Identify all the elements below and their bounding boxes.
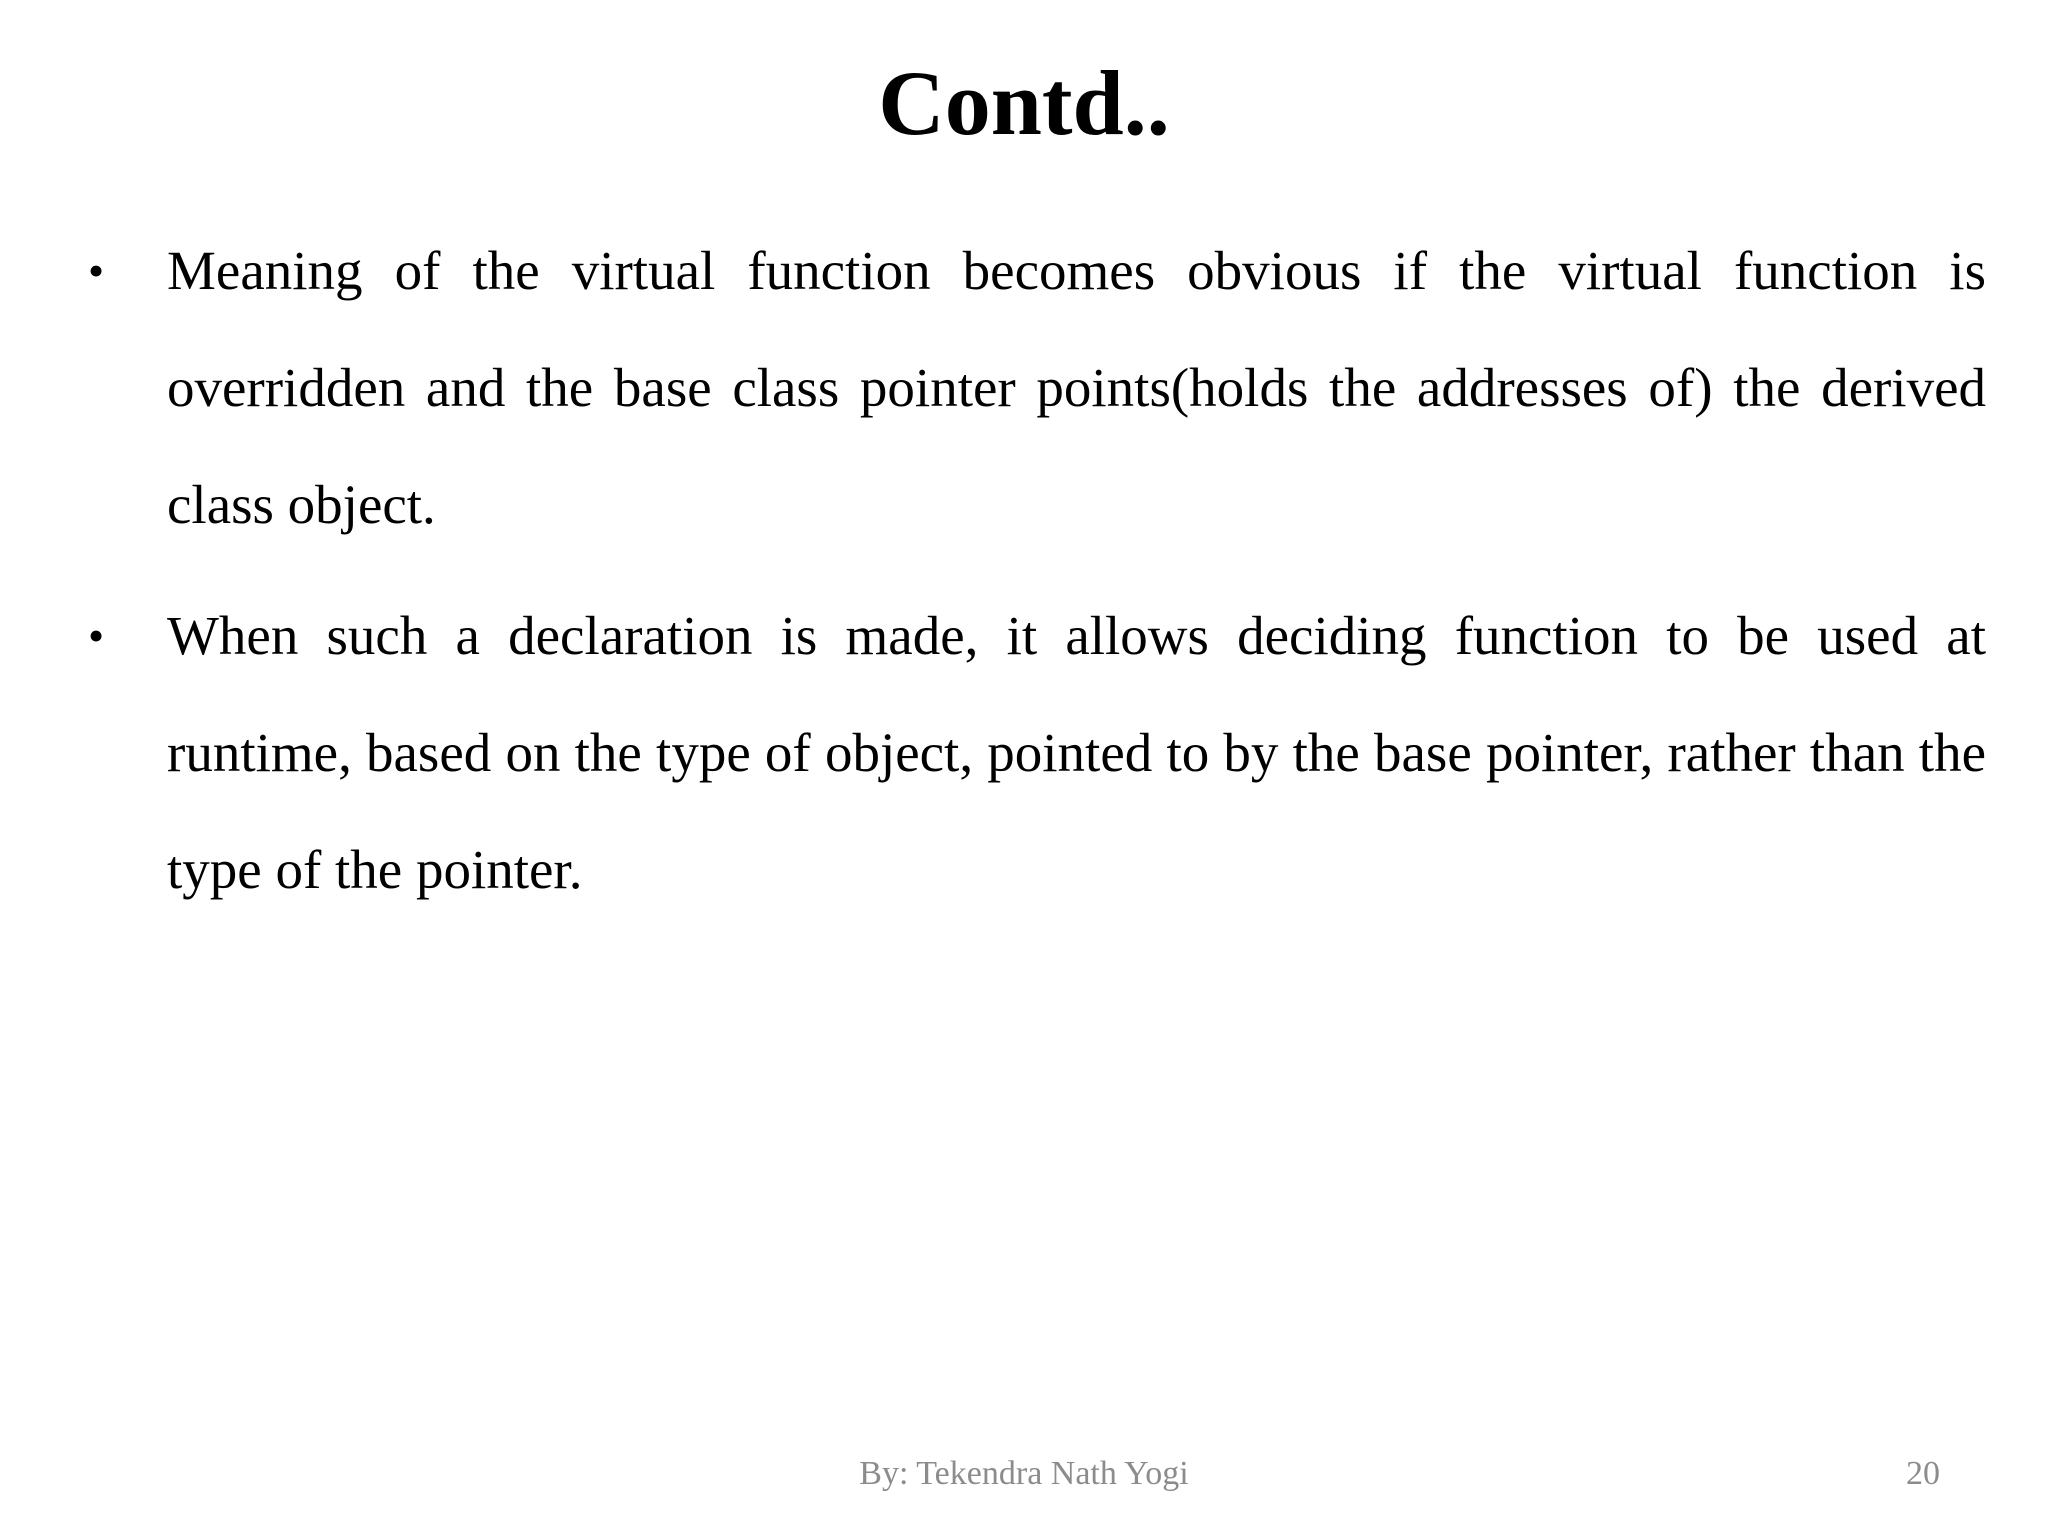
bullet-item xyxy=(80,212,1986,563)
bullet-text: When such a declaration is made, it allows deciding function to be used at runtime, based on the type of object, pointed to by the base pointer, rather than the type of the pointer. xyxy=(167,605,1986,900)
slide-title: Contd.. xyxy=(878,52,1170,154)
page-number: 20 xyxy=(1906,1455,1940,1492)
bullet-list xyxy=(80,212,1986,942)
bullet-item xyxy=(80,577,1986,928)
bullet-marker: • xyxy=(88,610,105,661)
footer-author: By: Tekendra Nath Yogi xyxy=(859,1455,1189,1492)
bullet-text: Meaning of the virtual function becomes obvious if the virtual function is overridden and the base class pointer points(holds the addresses of) the derived class object. xyxy=(167,240,1986,535)
bullet-marker: • xyxy=(88,245,105,296)
